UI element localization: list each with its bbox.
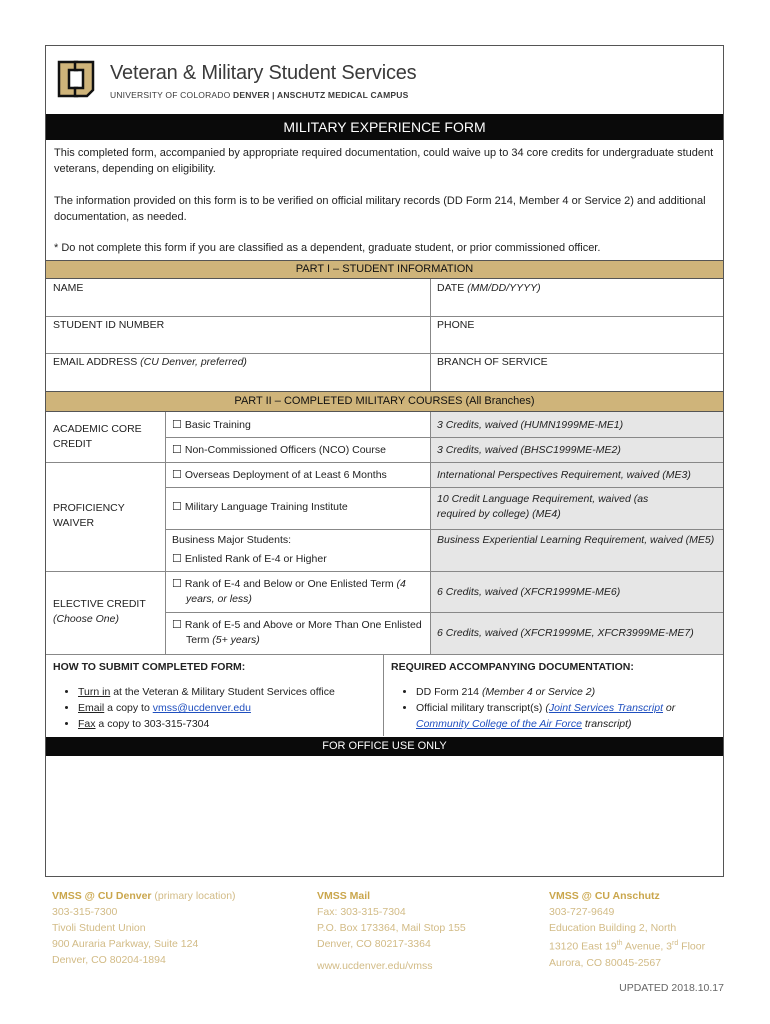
ccaf-link[interactable]: Community College of the Air Force bbox=[416, 718, 582, 730]
form-title: MILITARY EXPERIENCE FORM bbox=[46, 114, 723, 140]
office-use-heading: FOR OFFICE USE ONLY bbox=[46, 737, 723, 756]
name-field[interactable]: NAME bbox=[53, 282, 84, 294]
submit-fax-item: • Fax a copy to 303-315-7304 bbox=[78, 716, 380, 732]
office-use-area[interactable] bbox=[46, 756, 723, 876]
academic-core-label: ACADEMIC CORE CREDIT bbox=[53, 423, 142, 450]
basic-training-checkbox[interactable]: ☐ Basic Training bbox=[172, 419, 251, 431]
submit-list bbox=[60, 684, 380, 732]
updated-date: UPDATED 2018.10.17 bbox=[619, 982, 724, 994]
fax-link[interactable]: Fax bbox=[78, 718, 96, 730]
basic-training-credit: 3 Credits, waived (HUMN1999ME-ME1) bbox=[437, 419, 624, 431]
language-training-credit: 10 Credit Language Requirement, waived (as required by college) (ME4) bbox=[437, 493, 649, 520]
docs-heading: REQUIRED ACCOMPANYING DOCUMENTATION: bbox=[391, 661, 634, 673]
org-title: Veteran & Military Student Services bbox=[110, 62, 417, 84]
footer-website-link[interactable]: www.ucdenver.edu/vmss bbox=[317, 960, 433, 972]
elective-credit-label: ELECTIVE CREDIT (Choose One) bbox=[53, 598, 146, 625]
rank-e4-credit: 6 Credits, waived (XFCR1999ME-ME6) bbox=[437, 586, 621, 598]
intro-paragraph-1: This completed form, accompanied by appropriate required documentation, could waive up to 34 core credits for undergraduate student veterans, depending on eligibility. bbox=[54, 147, 714, 175]
submit-heading: HOW TO SUBMIT COMPLETED FORM: bbox=[53, 661, 246, 673]
joint-services-transcript-link[interactable]: Joint Services Transcript bbox=[548, 702, 664, 714]
footer-denver: VMSS @ CU Denver (primary location) 303-315-7300 Tivoli Student Union 900 Auraria Parkway, Suite 124 Denver, CO 80204-1894 bbox=[52, 890, 236, 966]
vmss-email-link[interactable]: vmss@ucdenver.edu bbox=[152, 702, 251, 714]
rank-e5-checkbox[interactable]: ☐ Rank of E-5 and Above or More Than One Enlisted Term (5+ years) bbox=[172, 619, 422, 646]
email-field[interactable]: EMAIL ADDRESS (CU Denver, preferred) bbox=[53, 356, 247, 368]
rank-e4-checkbox[interactable]: ☐ Rank of E-4 and Below or One Enlisted Term (4 years, or less) bbox=[172, 578, 406, 605]
part1-heading: PART I – STUDENT INFORMATION bbox=[46, 260, 723, 279]
footer-anschutz: VMSS @ CU Anschutz 303-727-9649 Education Building 2, North 13120 East 19th Avenue, 3rd Floor Aurora, CO 80045-2567 bbox=[549, 890, 706, 969]
student-id-field[interactable]: STUDENT ID NUMBER bbox=[53, 319, 165, 331]
part2-heading: PART II – COMPLETED MILITARY COURSES (All Branches) bbox=[46, 391, 723, 412]
docs-dd214-item: • DD Form 214 (Member 4 or Service 2) bbox=[416, 684, 720, 700]
phone-field[interactable]: PHONE bbox=[437, 319, 475, 331]
business-rank-credit: Business Experiential Learning Requirement, waived (ME5) bbox=[437, 534, 715, 546]
footer-mail: VMSS Mail Fax: 303-315-7304 P.O. Box 173364, Mail Stop 155 Denver, CO 80217-3364 www.ucdenver.edu/vmss bbox=[317, 888, 537, 974]
nco-course-credit: 3 Credits, waived (BHSC1999ME-ME2) bbox=[437, 444, 621, 456]
intro-paragraph-3: * Do not complete this form if you are classified as a dependent, graduate student, or prior commissioned officer. bbox=[54, 242, 601, 254]
nco-course-checkbox[interactable]: ☐ Non-Commissioned Officers (NCO) Course bbox=[172, 444, 386, 456]
intro-paragraph-2: The information provided on this form is to be verified on official military records (DD Form 214, Member 4 or Service 2) and additional documentation, as needed. bbox=[54, 195, 706, 223]
rank-e5-credit: 6 Credits, waived (XFCR1999ME, XFCR3999ME-ME7) bbox=[437, 627, 694, 639]
docs-list bbox=[398, 684, 720, 732]
overseas-deployment-credit: International Perspectives Requirement, waived (ME3) bbox=[437, 469, 691, 481]
branch-field[interactable]: BRANCH OF SERVICE bbox=[437, 356, 548, 368]
overseas-deployment-checkbox[interactable]: ☐ Overseas Deployment of at Least 6 Months bbox=[172, 469, 387, 481]
org-subtitle: UNIVERSITY OF COLORADO DENVER | ANSCHUTZ MEDICAL CAMPUS bbox=[110, 90, 409, 100]
date-field[interactable]: DATE (MM/DD/YYYY) bbox=[437, 282, 541, 294]
language-training-checkbox[interactable]: ☐ Military Language Training Institute bbox=[172, 501, 348, 513]
email-link[interactable]: Email bbox=[78, 702, 105, 714]
submit-turn-in-item: • Turn in at the Veteran & Military Student Services office bbox=[78, 684, 380, 700]
submit-email-item: • Email a copy to vmss@ucdenver.edu bbox=[78, 700, 380, 716]
docs-transcript-item: • Official military transcript(s) (Joint Services Transcript or Community College of the Air Force transcript) bbox=[416, 700, 720, 732]
proficiency-waiver-label: PROFICIENCY WAIVER bbox=[53, 502, 125, 529]
turn-in-link[interactable]: Turn in bbox=[78, 686, 111, 698]
business-rank-checkbox[interactable]: Business Major Students: ☐ Enlisted Rank of E-4 or Higher bbox=[172, 534, 327, 565]
cu-logo-icon bbox=[53, 56, 99, 102]
